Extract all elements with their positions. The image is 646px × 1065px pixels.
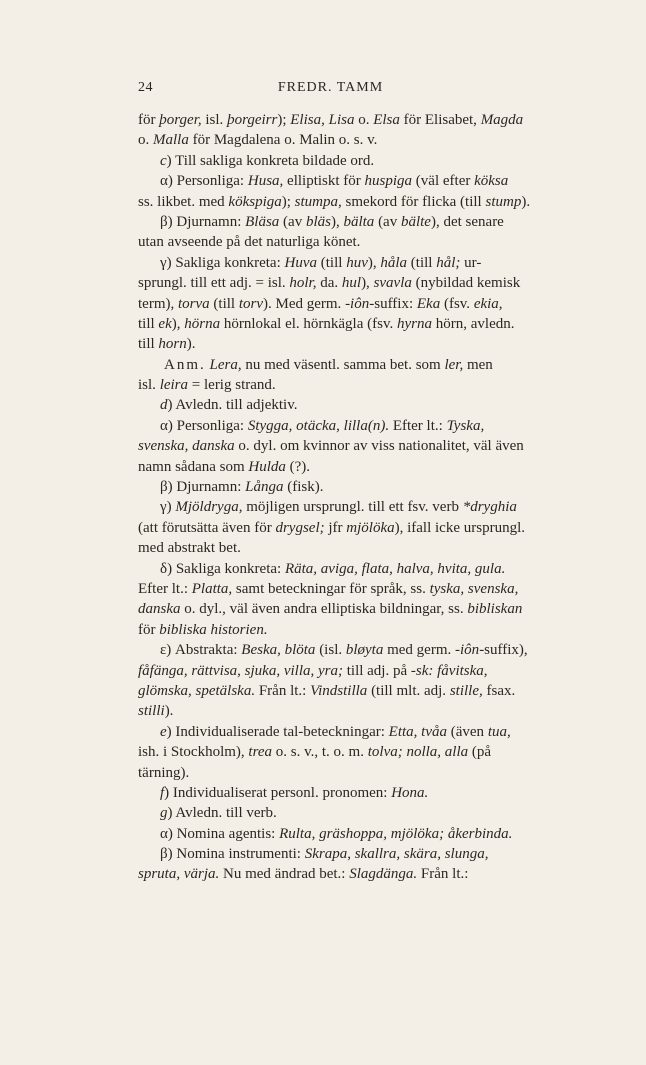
text-segment: tärning).: [138, 764, 190, 781]
italic-term: glömska, spetälska.: [138, 682, 259, 699]
text-line: [138, 457, 624, 477]
text-line: [138, 864, 624, 884]
text-segment: med germ.: [387, 642, 456, 659]
italic-term: håla: [380, 254, 411, 271]
page-number: 24: [138, 80, 153, 95]
text-line: [138, 783, 624, 803]
text-line: [138, 171, 624, 191]
page-header: [138, 80, 523, 100]
italic-term: kökspiga: [228, 193, 282, 210]
italic-term: Lera,: [209, 356, 246, 373]
italic-term: svavla: [373, 275, 416, 292]
text-segment: (även: [450, 723, 488, 740]
text-segment: men: [466, 356, 493, 373]
italic-term: torv: [238, 295, 263, 312]
text-segment: med abstrakt bet.: [138, 540, 241, 557]
text-segment: jfr: [328, 519, 347, 536]
italic-term: mjölöka: [346, 519, 395, 536]
text-segment: ε) Abstrakta:: [160, 642, 242, 659]
text-line: [138, 192, 624, 212]
text-line: [138, 579, 624, 599]
text-segment: γ): [160, 499, 176, 516]
text-line: [138, 416, 624, 436]
text-line: [138, 497, 624, 517]
text-segment: (väl efter: [415, 173, 475, 190]
italic-term: Bläsa: [245, 213, 284, 230]
text-segment: ur-: [464, 254, 482, 271]
text-segment: ).: [521, 193, 531, 210]
italic-term: bibliskan: [467, 601, 523, 618]
italic-term: Elisa, Lisa: [290, 112, 359, 128]
text-segment: -suffix:: [369, 295, 417, 312]
text-segment: Anm.: [164, 356, 206, 373]
text-line: [138, 375, 624, 395]
text-line: [138, 803, 624, 823]
text-segment: för: [138, 621, 160, 638]
running-head: FREDR. TAMM: [277, 80, 384, 95]
text-line: [138, 620, 624, 640]
italic-term: fåfänga, rättvisa, sjuka, villa, yra;: [138, 662, 347, 679]
text-line: [138, 273, 624, 293]
italic-term: Rulta, gräshoppa, mjölöka; åkerbinda.: [279, 825, 513, 842]
italic-term: -iôn: [455, 642, 480, 659]
text-segment: (isl.: [319, 642, 346, 659]
italic-term: stille,: [449, 682, 487, 699]
text-segment: namn sådana som: [138, 458, 249, 475]
text-line: [138, 763, 624, 783]
text-line: [138, 599, 624, 619]
italic-term: torva: [177, 295, 214, 312]
text-line: [138, 722, 624, 742]
italic-term: g: [160, 805, 168, 822]
italic-term: þorger,: [159, 112, 206, 128]
italic-term: hyrna: [397, 315, 436, 332]
text-line: [138, 130, 624, 150]
italic-term: bibliska historien.: [159, 621, 268, 638]
text-segment: till: [138, 336, 159, 353]
italic-term: -iôn: [345, 295, 370, 312]
text-line: [138, 314, 624, 334]
text-line: [138, 212, 624, 232]
text-segment: (?).: [289, 458, 311, 475]
text-segment: );: [277, 112, 291, 128]
italic-term: horn: [158, 336, 187, 353]
italic-term: Vindstilla: [310, 682, 372, 699]
italic-term: ler,: [444, 356, 467, 373]
text-segment: o. s. v., t. o. m.: [275, 744, 368, 761]
text-segment: ss. likbet. med: [138, 193, 229, 210]
italic-term: -sk: fåvitska,: [410, 662, 488, 679]
text-line: [138, 742, 624, 762]
italic-term: huspiga: [364, 173, 416, 190]
text-segment: Nu med ändrad bet.:: [223, 866, 350, 883]
italic-term: Platta,: [191, 580, 236, 597]
text-segment: fsax.: [486, 682, 516, 699]
text-segment: β) Nomina instrumenti:: [160, 846, 305, 863]
text-line: [138, 559, 624, 579]
italic-term: huv: [346, 254, 368, 271]
italic-term: drygsel;: [275, 519, 329, 536]
text-line: [138, 477, 624, 497]
italic-term: Hona.: [391, 784, 429, 801]
italic-term: Långa: [245, 479, 288, 496]
italic-term: tua,: [487, 723, 511, 740]
italic-term: Elsa: [373, 112, 404, 128]
italic-term: hörna: [184, 315, 224, 332]
italic-term: ekia,: [473, 295, 503, 312]
text-segment: (fisk).: [287, 479, 324, 496]
italic-term: Etta, tvåa: [388, 723, 451, 740]
text-segment: ).: [164, 703, 174, 720]
italic-term: bläs: [305, 213, 331, 230]
italic-term: Eka: [416, 295, 444, 312]
text-line: [138, 334, 624, 354]
text-line: [138, 395, 624, 415]
text-line: [138, 294, 624, 314]
italic-term: stump: [485, 193, 522, 210]
text-segment: ), ifall icke ursprungl.: [394, 519, 525, 536]
text-segment: för: [138, 112, 160, 128]
italic-term: stilli: [138, 703, 165, 720]
text-segment: till: [138, 315, 159, 332]
italic-term: d: [160, 397, 168, 414]
text-segment: α) Personliga:: [160, 173, 248, 190]
italic-term: tolva; nolla, alla: [367, 744, 472, 761]
text-segment: = lerig strand.: [191, 377, 276, 394]
italic-term: Mjöldryga,: [175, 499, 247, 516]
italic-term: þorgeirr: [227, 112, 278, 128]
text-segment: ish. i Stockholm),: [138, 744, 249, 761]
text-segment: (fsv.: [443, 295, 474, 312]
text-segment: ). Med germ.: [263, 295, 346, 312]
text-segment: (att förutsätta även för: [138, 519, 276, 536]
text-segment: α) Nomina agentis:: [160, 825, 280, 842]
text-line: [138, 824, 624, 844]
text-segment: isl.: [205, 112, 228, 128]
text-segment: ) Avledn. till adjektiv.: [167, 397, 298, 414]
italic-term: bløyta: [345, 642, 388, 659]
body-text: [138, 110, 624, 885]
italic-term: Husa,: [247, 173, 288, 190]
text-segment: samt beteckningar för språk, ss.: [235, 580, 430, 597]
italic-term: trea: [248, 744, 276, 761]
italic-term: tyska, svenska,: [429, 580, 519, 597]
text-segment: ).: [186, 336, 196, 353]
text-segment: Efter lt.:: [392, 417, 447, 434]
italic-term: e: [160, 723, 167, 740]
text-segment: (nybildad kemisk: [415, 275, 521, 292]
text-segment: α) Personliga:: [160, 417, 248, 434]
text-segment: ),: [361, 275, 374, 292]
italic-term: bälta: [343, 213, 379, 230]
italic-term: spruta, värja.: [138, 866, 224, 883]
italic-term: Slagdänga.: [349, 866, 421, 883]
text-segment: för Elisabet,: [403, 112, 481, 128]
text-segment: ) Avledn. till verb.: [167, 805, 277, 822]
text-segment: );: [281, 193, 295, 210]
italic-term: *dryghia: [462, 499, 517, 516]
text-segment: (till: [410, 254, 437, 271]
text-line: [138, 640, 624, 660]
text-segment: till adj. på: [346, 662, 411, 679]
italic-term: Huva: [284, 254, 321, 271]
italic-term: Skrapa, skallra, skära, slunga,: [304, 846, 489, 863]
text-segment: (på: [471, 744, 492, 761]
italic-term: Tyska,: [446, 417, 485, 434]
italic-term: ek: [158, 315, 172, 332]
text-line: [138, 518, 624, 538]
text-segment: hörn, avledn.: [435, 315, 515, 332]
italic-term: bälte: [400, 213, 431, 230]
text-line: [138, 681, 624, 701]
italic-term: Hulda: [248, 458, 290, 475]
italic-term: svenska, danska: [138, 438, 239, 455]
italic-term: hul: [341, 275, 362, 292]
text-segment: utan avseende på det naturliga könet.: [138, 234, 361, 251]
text-segment: ) Individualiserade tal-beteckningar:: [166, 723, 389, 740]
text-segment: δ) Sakliga konkreta:: [160, 560, 285, 577]
text-line: [138, 355, 624, 375]
text-line: [138, 110, 624, 130]
text-segment: γ) Sakliga konkreta:: [160, 254, 285, 271]
text-segment: β) Djurnamn:: [160, 213, 246, 230]
text-segment: o. dyl. om kvinnor av viss nationalitet, väl även: [238, 438, 524, 455]
italic-term: c: [160, 152, 167, 169]
italic-term: holr,: [289, 275, 321, 292]
italic-term: Stygga, otäcka, lilla(n).: [247, 417, 393, 434]
text-segment: ), det senare: [430, 213, 504, 230]
text-segment: -suffix),: [479, 642, 528, 659]
text-segment: term),: [138, 295, 178, 312]
text-segment: nu med väsentl. samma bet. som: [245, 356, 445, 373]
text-segment: da.: [320, 275, 342, 292]
italic-term: Beska, blöta: [241, 642, 320, 659]
italic-term: f: [160, 784, 165, 801]
text-segment: o.: [358, 112, 374, 128]
text-line: [138, 151, 624, 171]
text-segment: Efter lt.:: [138, 580, 192, 597]
text-segment: β) Djurnamn:: [160, 479, 246, 496]
text-line: [138, 253, 624, 273]
text-segment: Från lt.:: [420, 866, 469, 883]
text-segment: (till: [320, 254, 347, 271]
italic-term: Magda: [480, 112, 524, 128]
text-segment: ) Till sakliga konkreta bildade ord.: [166, 152, 375, 169]
italic-term: köksa: [474, 173, 509, 190]
text-segment: (till: [213, 295, 239, 312]
italic-term: Malla: [153, 132, 193, 149]
text-segment: (till mlt. adj.: [371, 682, 450, 699]
text-line: [138, 232, 624, 252]
text-segment: möjligen ursprungl. till ett fsv. verb: [246, 499, 463, 516]
italic-term: danska: [138, 601, 185, 618]
text-line: [138, 661, 624, 681]
text-segment: ),: [171, 315, 185, 332]
text-segment: isl.: [138, 377, 160, 394]
text-segment: elliptiskt för: [287, 173, 365, 190]
italic-term: hål;: [436, 254, 465, 271]
text-line: [138, 701, 624, 721]
text-segment: ) Individualiserat personl. pronomen:: [164, 784, 392, 801]
text-segment: Från lt.:: [258, 682, 311, 699]
text-segment: för Magdalena o. Malin o. s. v.: [192, 132, 378, 149]
text-segment: (av: [378, 213, 401, 230]
text-segment: smekord för flicka (till: [345, 193, 486, 210]
text-line: [138, 538, 624, 558]
italic-term: leira: [159, 377, 192, 394]
italic-term: Räta, aviga, flata, halva, hvita, gula.: [284, 560, 506, 577]
text-segment: (av: [283, 213, 306, 230]
text-segment: ),: [330, 213, 344, 230]
italic-term: stumpa,: [294, 193, 346, 210]
text-segment: sprungl. till ett adj. = isl.: [138, 275, 290, 292]
text-segment: ),: [367, 254, 381, 271]
text-segment: hörnlokal el. hörnkägla (fsv.: [223, 315, 397, 332]
text-segment: o. dyl., väl även andra elliptiska bildningar, ss.: [184, 601, 468, 618]
text-line: [138, 436, 624, 456]
text-segment: o.: [138, 132, 153, 149]
text-line: [138, 844, 624, 864]
